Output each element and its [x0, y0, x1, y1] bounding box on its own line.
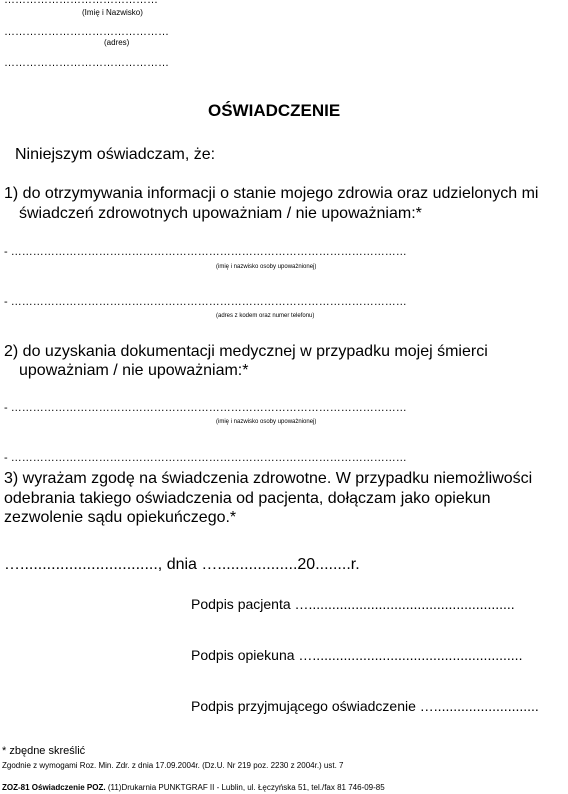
section1-text-line1: 1) do otrzymywania informacji o stanie mojego zdrowia oraz udzielonych mi: [4, 185, 539, 202]
regulation-note: Zgodnie z wymogami Roz. Min. Zdr. z dnia 17.09.2004r. (Dz.U. Nr 219 poz. 2230 z 2004r.) ust. 7: [2, 761, 344, 770]
section1-person-field[interactable]: - ………………………………………………………………………………………………: [4, 246, 407, 258]
address-field-label: (adres): [104, 38, 130, 47]
patient-signature[interactable]: Podpis pacjenta ….....................................................: [191, 596, 515, 612]
printer-info: (11)Drukarnia PUNKTGRAF II - Lublin, ul. Łęczyńska 51, tel./fax 81 746-09-85: [107, 783, 385, 792]
section2-text-line2: upoważniam / nie upoważniam:*: [19, 362, 249, 379]
section1-address-field[interactable]: - ………………………………………………………………………………………………: [4, 296, 407, 308]
document-title: OŚWIADCZENIE: [208, 101, 341, 120]
date-line[interactable]: …..............................., dnia …..................20........r.: [4, 556, 360, 573]
section2-extra-field[interactable]: - ………………………………………………………………………………………………: [4, 452, 407, 464]
address-field-line-2[interactable]: ………………………………………: [4, 57, 169, 69]
section2-person-field[interactable]: - ………………………………………………………………………………………………: [4, 402, 407, 414]
section3-text-line1: 3) wyrażam zgodę na świadczenia zdrowotne. W przypadku niemożliwości: [4, 470, 533, 487]
form-code: ZOZ-81 Oświadczenie POZ.: [2, 783, 106, 792]
section1-person-label: (imię i nazwisko osoby upoważnionej): [216, 264, 317, 270]
name-field-line[interactable]: ……………………………………: [4, 0, 158, 6]
section3-text-line3: zezwolenie sądu opiekuńczego.*: [4, 509, 237, 526]
footnote: * zbędne skreślić: [2, 745, 86, 757]
name-field-label: (Imię i Nazwisko): [82, 8, 143, 17]
section1-text-line2: świadczeń zdrowotnych upoważniam / nie upoważniam:*: [19, 205, 422, 222]
section3-text-line2: odebrania takiego oświadczenia od pacjenta, dołączam jako opiekun: [4, 490, 491, 507]
intro-text: Niniejszym oświadczam, że:: [15, 146, 216, 163]
section2-person-label: (imię i nazwisko osoby upoważnionej): [216, 419, 317, 425]
address-field-line[interactable]: ………………………………………: [4, 26, 169, 38]
receiver-signature[interactable]: Podpis przyjmującego oświadczenie …...........................: [191, 698, 539, 714]
section2-text-line1: 2) do uzyskania dokumentacji medycznej w przypadku mojej śmierci: [4, 343, 488, 360]
footer-line: [2, 783, 385, 792]
section1-address-label: (adres z kodem oraz numer telefonu): [216, 313, 315, 319]
guardian-signature[interactable]: Podpis opiekuna …......................................................: [191, 647, 523, 663]
